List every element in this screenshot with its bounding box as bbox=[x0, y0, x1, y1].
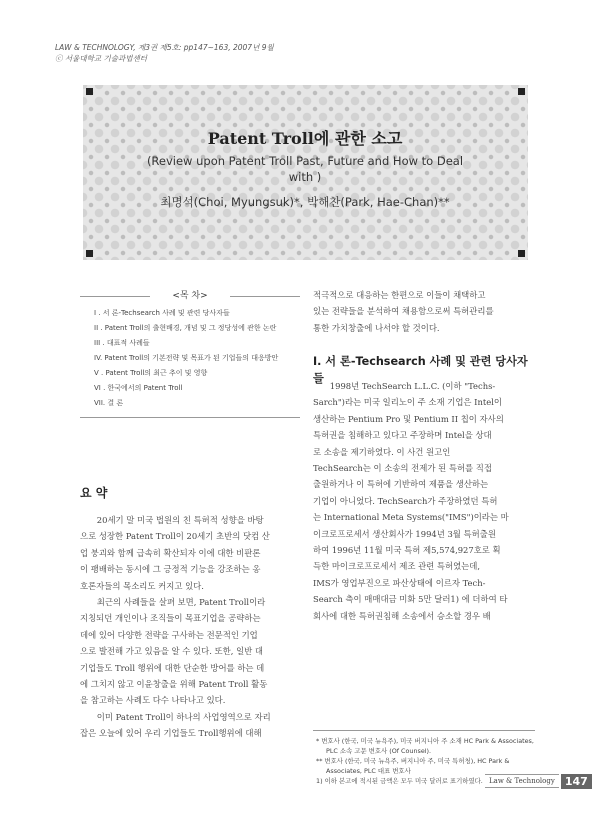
corner-marker bbox=[518, 250, 525, 257]
toc-item[interactable]: V . Patent Troll의 최근 추이 및 영향 bbox=[94, 369, 208, 377]
toc-divider bbox=[80, 417, 300, 418]
text-line: 20세기 말 미국 법원의 친 특허적 성향을 바탕 bbox=[96, 515, 264, 525]
text-line: Search 측이 매매대금 미화 5만 달러1) 에 더하여 타 bbox=[313, 594, 508, 605]
text-line: 특허권을 침해하고 있다고 주장하며 Intel을 상대 bbox=[313, 430, 492, 441]
page-footer bbox=[485, 773, 592, 789]
title-block bbox=[135, 128, 475, 210]
toc-item[interactable]: III . 대표적 사례들 bbox=[94, 339, 150, 347]
paper-subtitle: (Review upon Patent Troll Past, Future and How to Deal with ) bbox=[146, 154, 464, 184]
footnote: 1) 이하 본고에 적시된 금액은 모두 미국 달러로 표기하였다. bbox=[316, 777, 483, 785]
corner-marker bbox=[518, 88, 525, 95]
text-line: 최근의 사례들을 살펴 보면, Patent Troll이라 bbox=[96, 597, 266, 608]
toc-item[interactable]: IV. Patent Troll의 기본전략 및 목표가 된 기업들의 대응방안 bbox=[94, 354, 279, 362]
text-line: 적극적으로 대응하는 한편으로 이들이 채택하고 bbox=[313, 290, 486, 300]
text-line: 통한 가치창출에 나서야 할 것이다. bbox=[313, 322, 440, 333]
table-of-contents bbox=[80, 290, 300, 418]
toc-item[interactable]: VI . 한국에서의 Patent Troll bbox=[94, 384, 183, 392]
text-line: 에 그치지 않고 이윤창출을 위해 Patent Troll 활동 bbox=[80, 679, 268, 690]
text-line: 기업들도 Troll 행위에 대한 단순한 방어를 하는 데 bbox=[80, 662, 265, 673]
footnote: ** 변호사 (한국, 미국 뉴욕주, 버지니아 주, 미국 특허청), HC Park & Associates, PLC 대표 변호사 bbox=[316, 757, 510, 775]
text-line: 1998년 TechSearch L.L.C. (이하 "Techs- bbox=[329, 381, 496, 391]
text-line: IMS가 영업부진으로 파산상태에 이르자 Tech- bbox=[313, 577, 486, 588]
text-line: 회사에 대한 특허권침해 소송에서 승소할 경우 배 bbox=[313, 610, 491, 621]
text-line: 지칭되던 개인이나 조직들이 목표기업을 공략하는 bbox=[80, 613, 261, 624]
text-line: 을 참고하는 사례도 다수 나타나고 있다. bbox=[80, 695, 226, 706]
text-line: 이미 Patent Troll이 하나의 사업영역으로 자리 bbox=[96, 711, 271, 722]
text-line: 데에 있어 다양한 전략을 구사하는 전문적인 기업 bbox=[80, 629, 258, 640]
toc-item[interactable]: II . Patent Troll의 출현배경, 개념 및 그 정당성에 관한 논란 bbox=[94, 324, 277, 332]
text-line: 잡은 오늘에 있어 우리 기업들도 Troll행위에 대해 bbox=[80, 728, 262, 739]
text-line: 는 International Meta Systems("IMS")이라는 마 bbox=[313, 512, 509, 523]
toc-item[interactable]: VII. 결 론 bbox=[94, 399, 124, 407]
text-line: 호론자들의 목소리도 커지고 있다. bbox=[80, 580, 204, 591]
text-line: 업 붕괴와 함께 급속히 확산되자 이에 대한 비판론 bbox=[80, 547, 261, 558]
text-line: 생산하는 Pentium Pro 및 Pentium II 칩이 자사의 bbox=[313, 413, 504, 424]
section-body bbox=[313, 378, 535, 624]
toc-item[interactable]: I . 서 론-Techsearch 사례 및 관련 당사자들 bbox=[94, 309, 230, 317]
text-line: 하여 1996년 11월 미국 특허 제5,574,927호로 획 bbox=[313, 545, 501, 556]
footnote-divider bbox=[313, 730, 535, 731]
text-line: TechSearch는 이 소송의 전제가 된 특허를 직접 bbox=[313, 463, 492, 474]
text-line: 으로 발전해 가고 있음을 알 수 있다. 또한, 일반 대 bbox=[80, 646, 263, 657]
paper-authors: 최명석(Choi, Myungsuk)*, 박해찬(Park, Hae-Chan)** bbox=[160, 195, 450, 209]
text-line: 있는 전략들을 분석하여 채용함으로써 특허관리를 bbox=[313, 306, 494, 317]
section-heading: I. 서 론-Techsearch 사례 및 관련 당사자들 bbox=[313, 355, 528, 385]
text-line: 기업이 아니었다. TechSearch가 주장하였던 특허 bbox=[313, 495, 498, 506]
text-line: Sarch")라는 미국 일리노이 주 소재 기업은 Intel이 bbox=[313, 397, 502, 408]
journal-info bbox=[55, 42, 274, 64]
abstract-title: 요 약 bbox=[80, 486, 108, 500]
text-line: 이크로프로세서 생산회사가 1994년 3월 특허출원 bbox=[313, 528, 496, 539]
text-line: 이 팽배하는 동시에 그 긍정적 기능을 강조하는 옹 bbox=[80, 564, 261, 575]
corner-marker bbox=[86, 88, 93, 95]
paper-title: Patent Troll에 관한 소고 bbox=[207, 129, 403, 148]
footnote: * 변호사 (한국, 미국 뉴욕주), 미국 버지니아 주 소재 HC Park & Associates, PLC 소속 고문 변호사 (Of Counsel). bbox=[316, 737, 534, 755]
text-line: 득한 마이크로프로세서 제조 관련 특허였는데, bbox=[313, 561, 481, 572]
footer-label: Law & Technology bbox=[485, 774, 559, 788]
text-line: 으로 성장한 Patent Troll이 20세기 초반의 닷컴 산 bbox=[80, 531, 270, 542]
journal-copyright: ⓒ 서울대학교 기술과법센터 bbox=[55, 54, 147, 63]
journal-citation: LAW & TECHNOLOGY, 제3권 제5호: pp147~163, 2007년 9월 bbox=[55, 43, 274, 52]
text-line: 출원하거나 이 특허에 기반하여 제품을 생산하는 bbox=[313, 479, 489, 490]
right-column-top bbox=[313, 287, 535, 336]
toc-heading: <목 차> bbox=[172, 291, 208, 301]
page-number: 147 bbox=[561, 774, 592, 789]
corner-marker bbox=[86, 250, 93, 257]
text-line: 로 소송을 제기하였다. 이 사건 원고인 bbox=[313, 446, 451, 457]
abstract-body bbox=[80, 512, 302, 742]
